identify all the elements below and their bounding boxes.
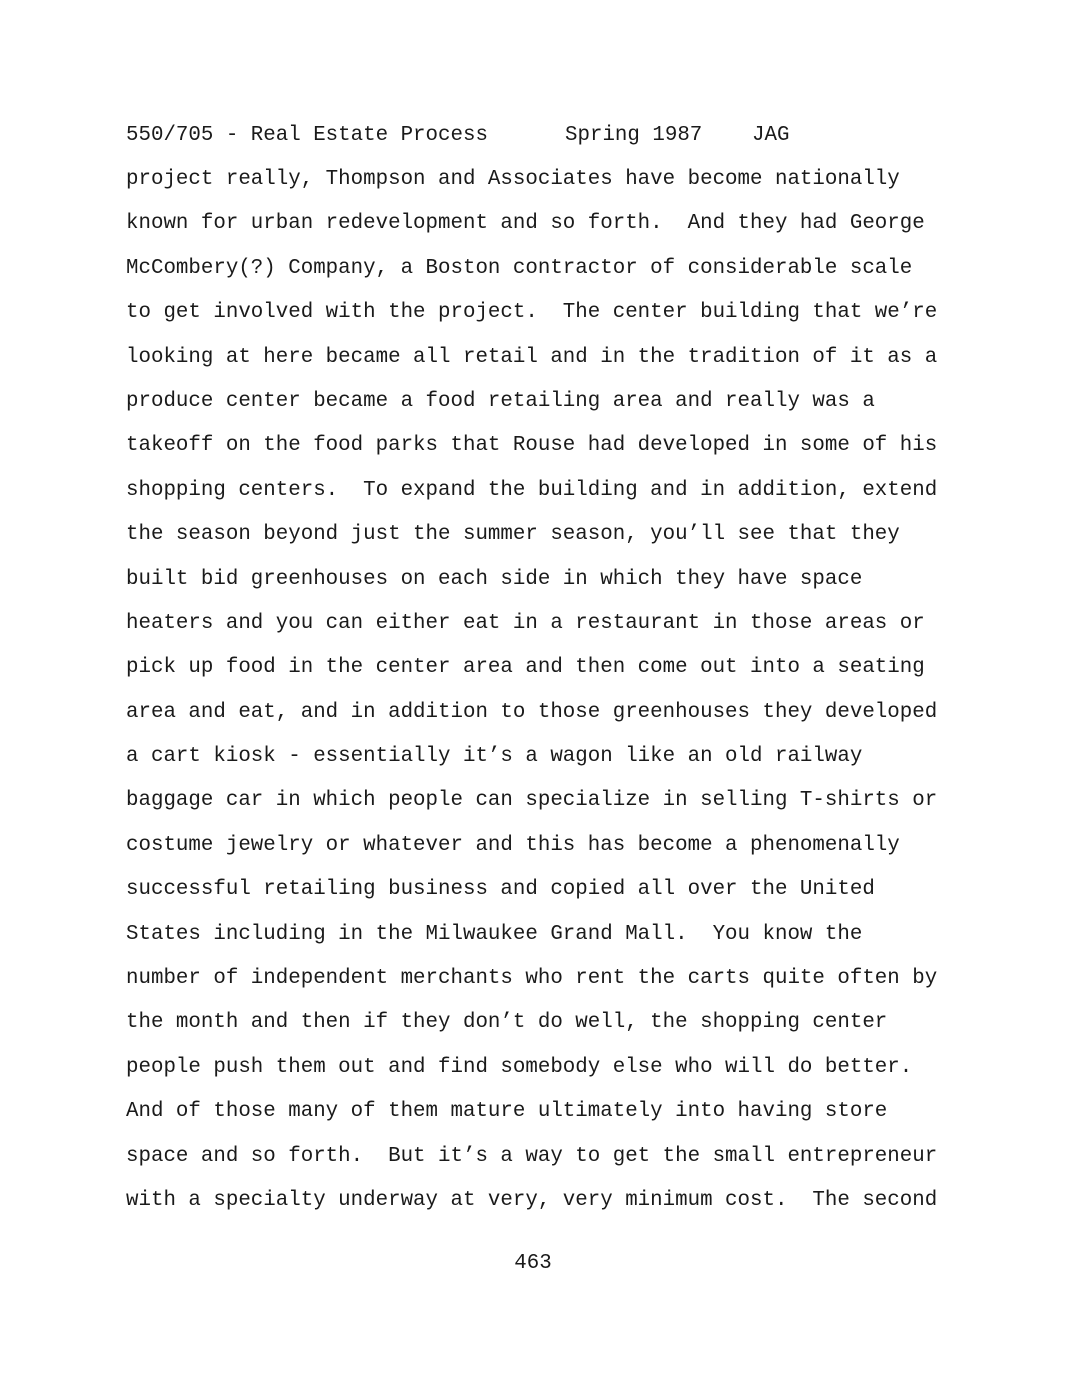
- page-number: 463: [514, 1252, 552, 1275]
- text-line: States including in the Milwaukee Grand Mall. You know the: [126, 922, 863, 946]
- page-header: [126, 122, 790, 150]
- text-line: with a specialty underway at very, very minimum cost. The second: [126, 1188, 938, 1212]
- text-line: shopping centers. To expand the building and in addition, extend: [126, 478, 938, 502]
- text-line: And of those many of them mature ultimately into having store: [126, 1100, 888, 1124]
- text-line: produce center became a food retailing area and really was a: [126, 389, 875, 413]
- term-label: Spring 1987: [565, 124, 703, 147]
- text-line: built bid greenhouses on each side in which they have space: [126, 567, 863, 591]
- text-line: area and eat, and in addition to those greenhouses they developed: [126, 700, 938, 724]
- text-line: costume jewelry or whatever and this has become a phenomenally: [126, 833, 900, 857]
- text-line: McCombery(?) Company, a Boston contractor of considerable scale: [126, 256, 913, 280]
- text-line: project really, Thompson and Associates have become nationally: [126, 168, 900, 191]
- text-line: space and so forth. But it’s a way to get the small entrepreneur: [126, 1144, 938, 1168]
- text-line: people push them out and find somebody else who will do better.: [126, 1055, 913, 1079]
- text-line: the month and then if they don’t do well, the shopping center: [126, 1011, 888, 1035]
- text-line: takeoff on the food parks that Rouse had developed in some of his: [126, 434, 938, 458]
- text-line: to get involved with the project. The center building that we’re: [126, 301, 938, 325]
- text-line: heaters and you can either eat in a restaurant in those areas or: [126, 611, 925, 635]
- text-line: baggage car in which people can specialize in selling T-shirts or: [126, 789, 938, 813]
- course-title: 550/705 - Real Estate Process: [126, 124, 488, 147]
- author-initials: JAG: [752, 124, 790, 147]
- text-line: number of independent merchants who rent the carts quite often by: [126, 967, 938, 991]
- transcript-body: [126, 166, 956, 1231]
- text-line: a cart kiosk - essentially it’s a wagon like an old railway: [126, 745, 863, 769]
- text-line: looking at here became all retail and in the tradition of it as a: [126, 345, 938, 369]
- text-line: known for urban redevelopment and so forth. And they had George: [126, 212, 925, 236]
- text-line: pick up food in the center area and then come out into a seating: [126, 656, 925, 680]
- text-line: the season beyond just the summer season, you’ll see that they: [126, 523, 900, 547]
- text-line: successful retailing business and copied all over the United: [126, 878, 875, 902]
